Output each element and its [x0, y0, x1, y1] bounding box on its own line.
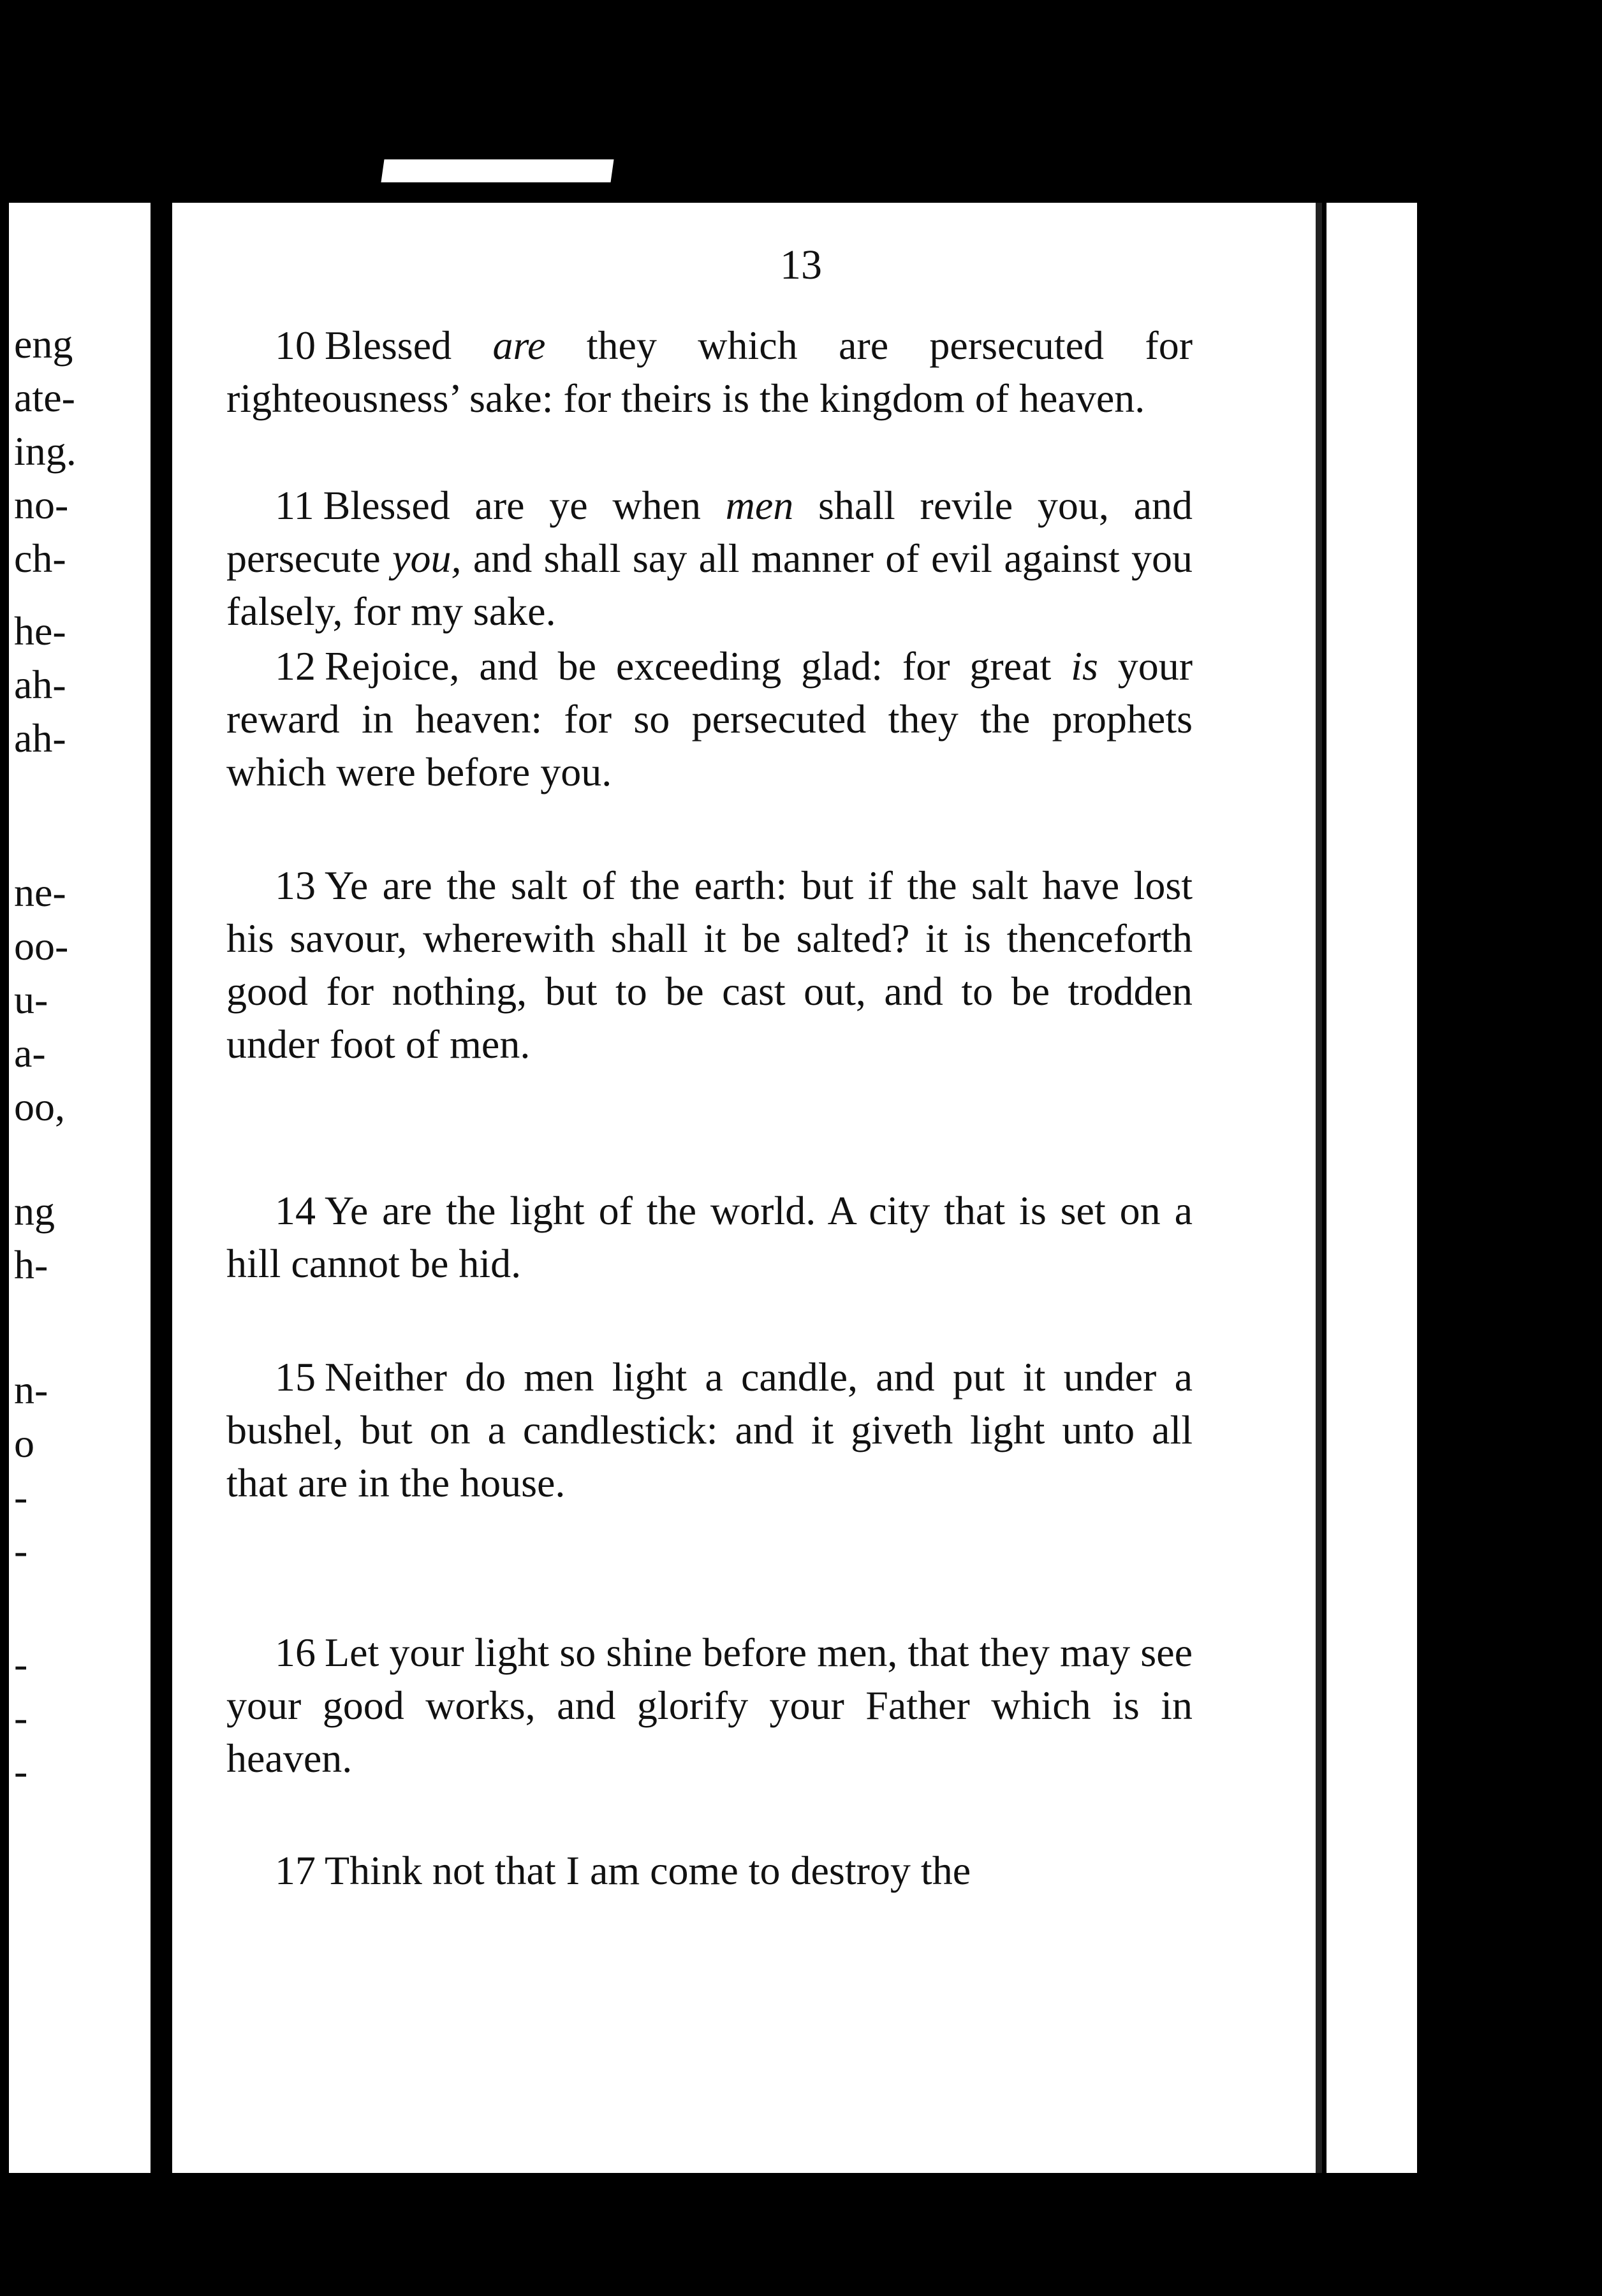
facing-page-fragment: ah- — [14, 715, 66, 761]
facing-page-fragment: ch- — [14, 536, 66, 581]
facing-page-fragment: - — [14, 1641, 28, 1686]
facing-page-fragment: - — [14, 1474, 28, 1519]
verse-text: Neither do men light a candle, and put it under a bushel, but on a candlestick: and it giveth light unto all that are in the house. — [226, 1354, 1193, 1505]
verse-number: 16 — [275, 1630, 316, 1675]
verse-italic-text: men — [725, 483, 794, 528]
page-edge-shadow — [1316, 203, 1322, 2173]
verse-number: 14 — [275, 1188, 316, 1233]
verse-text: and shall say all manner of evil against you falsely, for my sake. — [226, 536, 1193, 634]
facing-page-fragment: ne- — [14, 870, 66, 915]
facing-page-fragment: - — [14, 1695, 28, 1740]
facing-page-fragment: u- — [14, 977, 48, 1022]
verse-11 — [226, 479, 1193, 638]
facing-page-fragment: oo- — [14, 923, 69, 969]
verse-italic-text: is — [1071, 643, 1098, 689]
verse-text: Blessed — [325, 323, 493, 368]
verse-number: 17 — [275, 1848, 316, 1893]
verse-text: Ye are the salt of the earth: but if the salt have lost his savour, wherewith shall it be salted? it is thenceforth good for nothing, but to be cast out, and to be trodden under foot of men. — [226, 863, 1193, 1067]
torn-paper-strip — [381, 159, 614, 182]
verse-10 — [226, 319, 1193, 425]
verse-text: they which are persecuted for righteousness’ sake: for theirs is the kingdom of heaven. — [226, 323, 1193, 421]
facing-page-fragment: n- — [14, 1367, 48, 1412]
facing-page-fragment: ing. — [14, 428, 77, 474]
facing-page-fragment: a- — [14, 1030, 46, 1076]
verse-number: 13 — [275, 863, 316, 908]
facing-page-fragment: he- — [14, 608, 66, 654]
facing-page-fragment: oo, — [14, 1084, 65, 1129]
verse-16 — [226, 1626, 1193, 1785]
facing-page-fragment: - — [14, 1748, 28, 1794]
verse-number: 12 — [275, 643, 316, 689]
verse-number: 15 — [275, 1354, 316, 1400]
facing-page-fragment: o — [14, 1421, 34, 1466]
verse-text: Blessed are ye when — [323, 483, 726, 528]
facing-page-fragment: eng — [14, 321, 73, 367]
verse-text: Think not that I am come to destroy the — [325, 1848, 971, 1893]
verse-text: Ye are the light of the world. A city that is set on a hill cannot be hid. — [226, 1188, 1193, 1286]
verse-number: 11 — [275, 483, 314, 528]
verse-17 — [226, 1844, 1193, 1897]
verse-text: your reward in heaven: for so persecuted they the prophets which were before you. — [226, 643, 1193, 794]
facing-page-fragment: ah- — [14, 662, 66, 707]
verse-text: Let your light so shine before men, that they may see your good works, and glorify your Father which is in heaven. — [226, 1630, 1193, 1781]
facing-page-fragment: - — [14, 1528, 28, 1573]
verse-14 — [226, 1184, 1193, 1290]
facing-page-fragment: ate- — [14, 375, 75, 420]
verse-12 — [226, 640, 1193, 798]
page-number: 13 — [780, 242, 822, 288]
verse-text: shall revile you, and persecute — [226, 483, 1193, 581]
facing-page-edge — [9, 203, 151, 2173]
next-page-edge — [1326, 203, 1417, 2173]
facing-page-fragment: ng — [14, 1188, 55, 1234]
verse-italic-text: are — [492, 323, 546, 368]
verse-italic-text: you, — [392, 536, 462, 581]
facing-page-fragment: no- — [14, 482, 69, 527]
verse-13 — [226, 859, 1193, 1071]
verse-text: Rejoice, and be exceeding glad: for great — [325, 643, 1071, 689]
book-gutter — [151, 203, 172, 2173]
next-page-shadow — [1417, 203, 1423, 2173]
facing-page-fragment: h- — [14, 1242, 48, 1287]
verse-number: 10 — [275, 323, 316, 368]
verse-15 — [226, 1350, 1193, 1509]
